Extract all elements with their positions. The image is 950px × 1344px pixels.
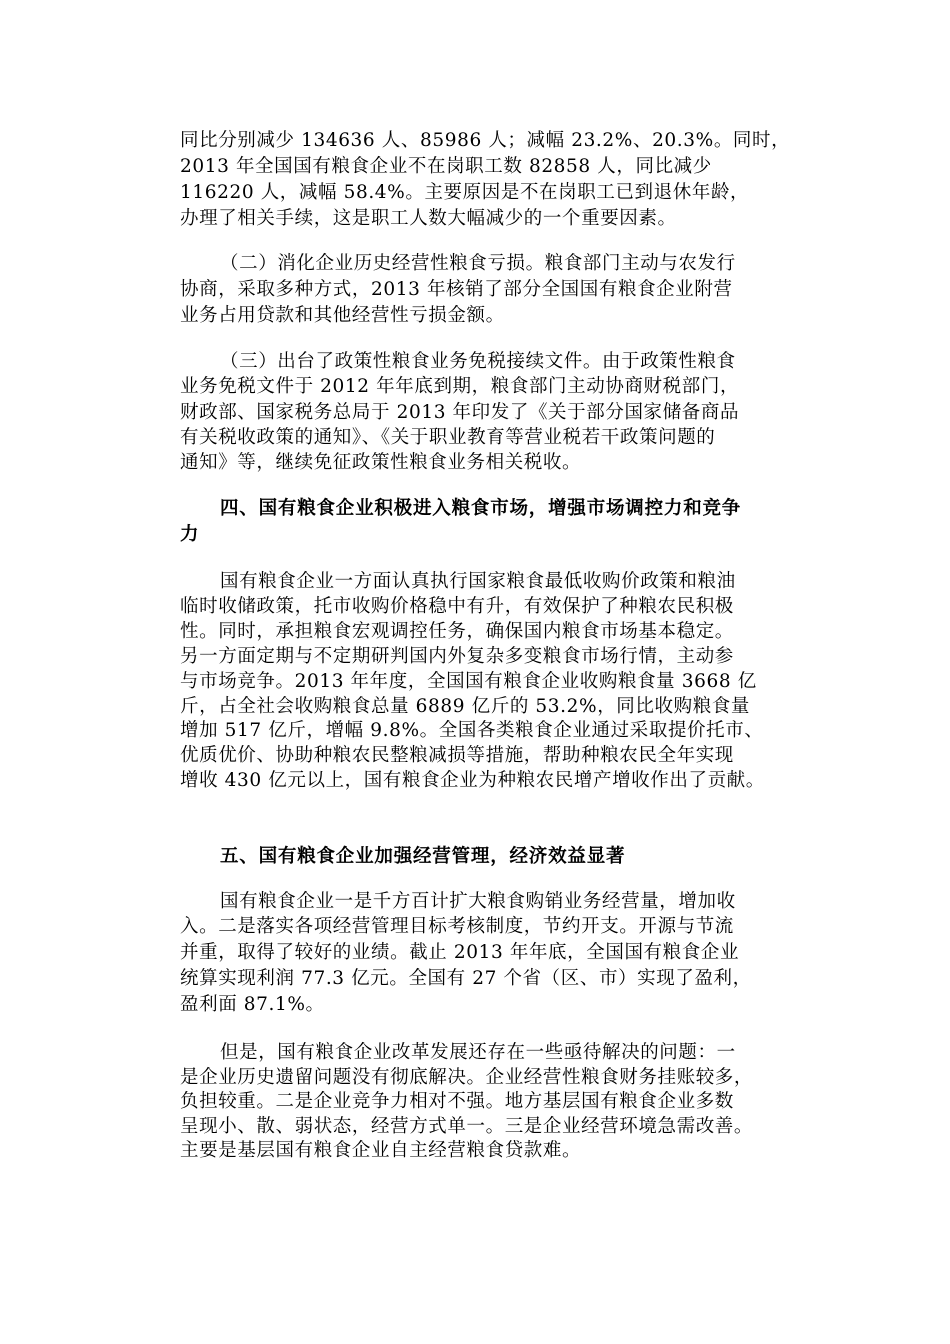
text-line: 斤，占全社会收购粮食总量 6889 亿斤的 53.2%，同比收购粮食量 (180, 696, 750, 717)
text-line: 国有粮食企业一是千方百计扩大粮食购销业务经营量，增加收 (220, 891, 736, 912)
text-line: 与市场竞争。2013 年年度，全国国有粮食企业收购粮食量 3668 亿 (180, 671, 757, 692)
text-line: 是企业历史遗留问题没有彻底解决。企业经营性粮食财务挂账较多， (180, 1067, 754, 1088)
text-line: 国有粮食企业一方面认真执行国家粮食最低收购价政策和粮油 (220, 571, 736, 592)
text-line: 性。同时，承担粮食宏观调控任务，确保国内粮食市场基本稳定。 (180, 621, 734, 642)
text-line: 业务免税文件于 2012 年年底到期，粮食部门主动协商财税部门， (180, 376, 740, 397)
text-line: 通知》等，继续免征政策性粮食业务相关税收。 (180, 452, 582, 473)
text-line: 同比分别减少 134636 人、85986 人；减幅 23.2%、20.3%。同时， (180, 130, 791, 151)
text-line: 办理了相关手续，这是职工人数大幅减少的一个重要因素。 (180, 208, 677, 229)
text-line: 116220 人，减幅 58.4%。主要原因是不在岗职工已到退休年龄， (180, 182, 750, 203)
text-line: 但是，国有粮食企业改革发展还存在一些亟待解决的问题：一 (220, 1042, 736, 1063)
text-line: 统算实现利润 77.3 亿元。全国有 27 个省（区、市）实现了盈利， (180, 968, 752, 989)
text-line: 增收 430 亿元以上，国有粮食企业为种粮农民增产增收作出了贡献。 (180, 770, 765, 791)
text-line: 财政部、国家税务总局于 2013 年印发了《关于部分国家储备商品 (180, 402, 740, 423)
text-line: （二）消化企业历史经营性粮食亏损。粮食部门主动与农发行 (220, 253, 736, 274)
text-line: 主要是基层国有粮食企业自主经营粮食贷款难。 (180, 1140, 582, 1161)
text-line: 有关税收政策的通知》、《关于职业教育等营业税若干政策问题的 (180, 427, 716, 448)
heading-line: 五、国有粮食企业加强经营管理，经济效益显著 (220, 846, 626, 867)
text-line: （三）出台了政策性粮食业务免税接续文件。由于政策性粮食 (220, 351, 736, 372)
text-line: 业务占用贷款和其他经营性亏损金额。 (180, 305, 505, 326)
text-line: 并重，取得了较好的业绩。截止 2013 年年底，全国国有粮食企业 (180, 942, 740, 963)
text-line: 呈现小、散、弱状态，经营方式单一。三是企业经营环境急需改善。 (180, 1116, 754, 1137)
heading-line: 四、国有粮食企业积极进入粮食市场，增强市场调控力和竞争 (220, 498, 742, 519)
text-line: 盈利面 87.1%。 (180, 994, 325, 1015)
text-line: 负担较重。二是企业竞争力相对不强。地方基层国有粮食企业多数 (180, 1091, 734, 1112)
text-line: 2013 年全国国有粮食企业不在岗职工数 82858 人，同比减少 (180, 156, 712, 177)
text-line: 临时收储政策，托市收购价格稳中有升，有效保护了种粮农民积极 (180, 596, 734, 617)
text-line: 入。二是落实各项经营管理目标考核制度，节约开支。开源与节流 (180, 916, 734, 937)
text-line: 另一方面定期与不定期研判国内外复杂多变粮食市场行情，主动参 (180, 646, 734, 667)
heading-line: 力 (180, 524, 200, 545)
text-line: 优质优价、协助种粮农民整粮减损等措施，帮助种粮农民全年实现 (180, 745, 734, 766)
text-line: 增加 517 亿斤，增幅 9.8%。全国各类粮食企业通过采取提价托市、 (180, 720, 764, 741)
text-line: 协商，采取多种方式，2013 年核销了部分全国国有粮食企业附营 (180, 279, 733, 300)
